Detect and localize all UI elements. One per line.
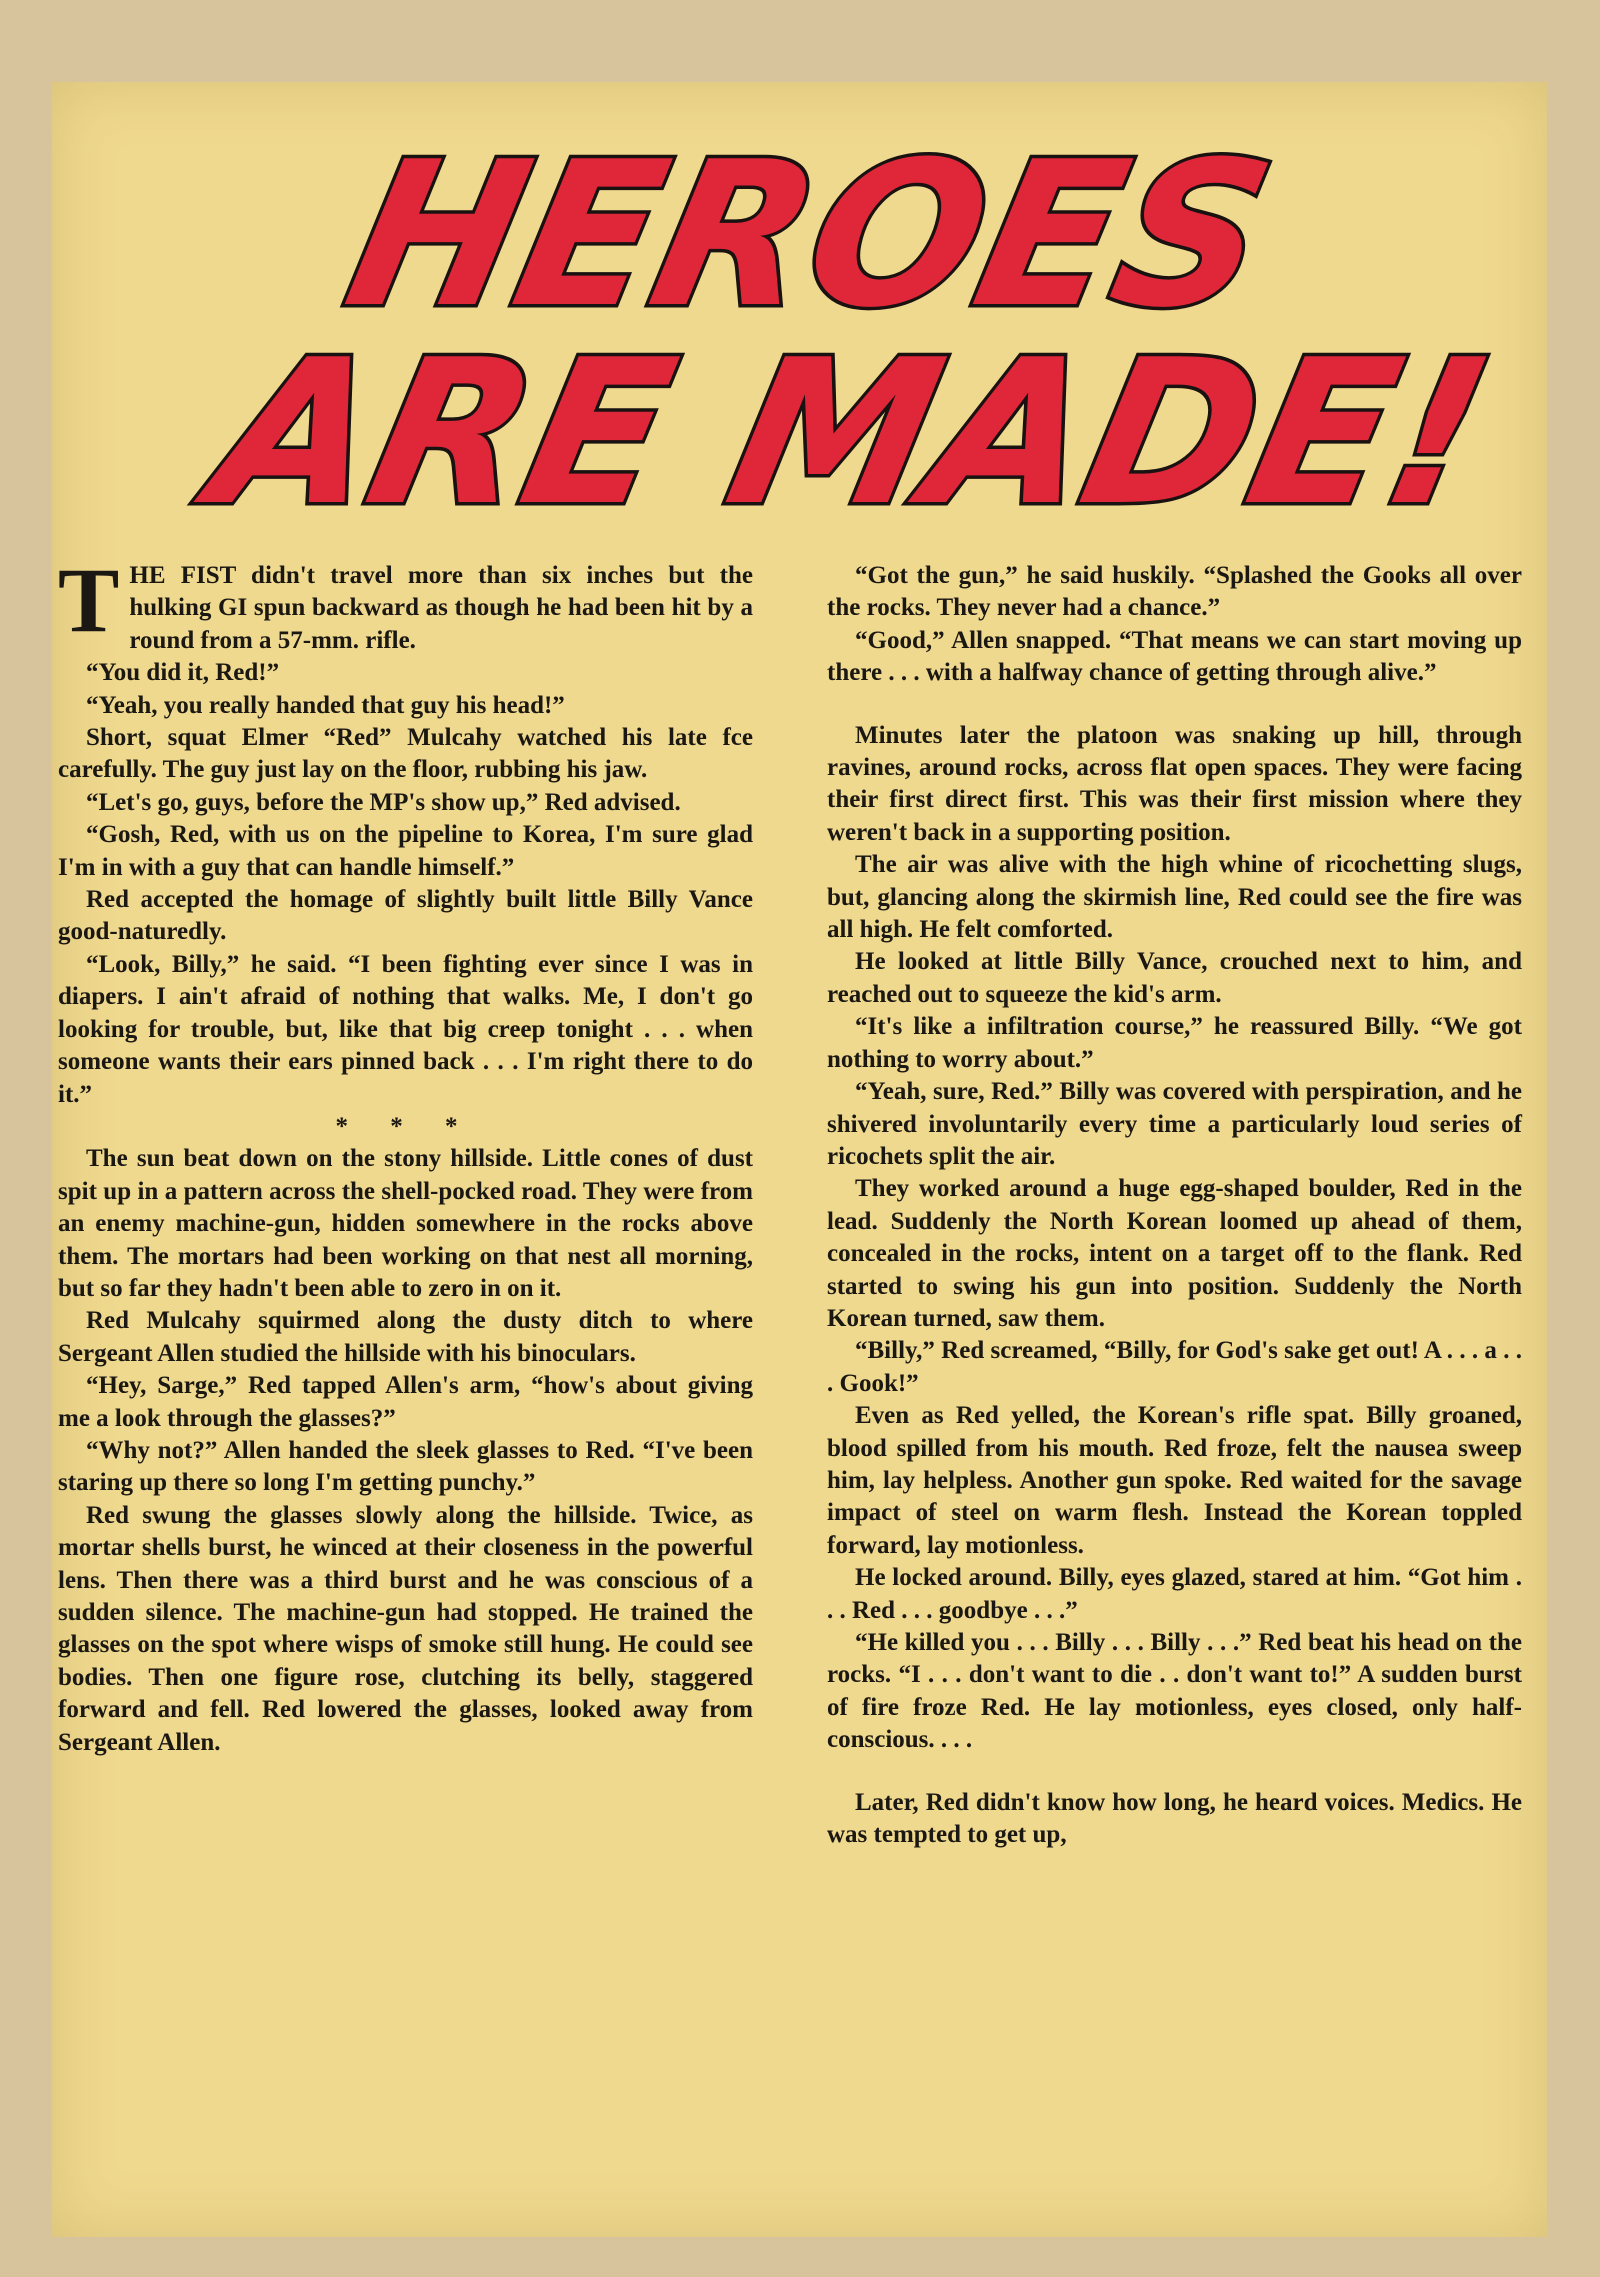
story-paragraph (58, 1500, 753, 1759)
story-paragraph (58, 549, 753, 657)
paragraph-text: “Hey, Sarge,” Red tapped Allen's arm, “how's about giving me a look through the glasses?” (58, 1372, 753, 1432)
paragraph-text: Minutes later the platoon was snaking up hill, through ravines, around rocks, across flat open spaces. They were facing their first direct first. This was their first mission where they weren't back in a supporting position. (827, 721, 1522, 846)
paragraph-text: “He killed you . . . Billy . . . Billy . . .” Red beat his head on the rocks. “I . . . don't want to die . . don't want to!” A sudden burst of fire froze Red. He lay motionless, eyes closed, only half-conscious. . . . (827, 1629, 1522, 1754)
paragraph-text: He looked at little Billy Vance, crouched next to him, and reached out to squeeze the kid's arm. (827, 948, 1522, 1008)
story-paragraph (827, 946, 1522, 1011)
paragraph-text: He locked around. Billy, eyes glazed, stared at him. “Got him . . . Red . . . goodbye . . .” (827, 1564, 1522, 1624)
story-paragraph (827, 1011, 1522, 1076)
story-paragraph (58, 787, 753, 819)
paragraph-text: Short, squat Elmer “Red” Mulcahy watched his late fce carefully. The guy just lay on the floor, rubbing his jaw. (58, 724, 753, 784)
paragraph-text: “Yeah, you really handed that guy his head!” (86, 691, 565, 719)
paragraph-text: Red Mulcahy squirmed along the dusty ditch to where Sergeant Allen studied the hillside with his binoculars. (58, 1307, 753, 1367)
story-paragraph (58, 1435, 753, 1500)
story-paragraph (58, 722, 753, 787)
story-paragraph (58, 884, 753, 949)
paragraph-text: The air was alive with the high whine of ricochetting slugs, but, glancing along the skirmish line, Red could see the fire was all high. He felt comforted. (827, 851, 1522, 944)
story-title (52, 82, 1547, 562)
paragraph-text: Even as Red yelled, the Korean's rifle spat. Billy groaned, blood spilled from his mouth. Red froze, felt the nausea sweep him, lay helpless. Another gun spoke. Red waited for the savage impact of steel on warm flesh. Instead the Korean toppled forward, lay motionless. (827, 1402, 1522, 1559)
story-page (52, 82, 1547, 2237)
story-paragraph (827, 849, 1522, 946)
story-paragraph (58, 690, 753, 722)
story-paragraph (58, 819, 753, 884)
paragraph-text: “Look, Billy,” he said. “I been fighting ever since I was in diapers. I ain't afraid of nothing that walks. Me, I don't go looking for trouble, but, like that big creep tonight . . . when someone wants their ears pinned back . . . I'm right there to do it.” (58, 950, 753, 1108)
title-line-1: HEROES (330, 118, 1289, 352)
story-column-right (827, 560, 1522, 1851)
story-paragraph (827, 1076, 1522, 1173)
paragraph-text: Later, Red didn't know how long, he heard voices. Medics. He was tempted to get up, (827, 1788, 1522, 1849)
title-lettering (52, 82, 1547, 562)
drop-cap-letter: T (58, 549, 120, 651)
story-column-left (58, 549, 753, 1759)
paragraph-text: “You did it, Red!” (86, 659, 280, 687)
paragraph-text: Red swung the glasses slowly along the hillside. Twice, as mortar shells burst, he winced at their closeness in the powerful lens. Then there was a third burst and he was conscious of a sudden silence. The machine-gun had stopped. He trained the glasses on the spot where wisps of smoke still hung. He could see bodies. Then one figure rose, clutching its belly, staggered forward and fell. Red lowered the glasses, looked away from Sergeant Allen. (58, 1501, 753, 1756)
paragraph-text: “Yeah, sure, Red.” Billy was covered with perspiration, and he shivered involuntarily every time a particularly loud series of ricochets split the air. (827, 1078, 1522, 1170)
paragraph-text: The sun beat down on the stony hillside. Little cones of dust spit up in a pattern across the shell-pocked road. They were from an enemy machine-gun, hidden somewhere in the rocks above them. The mortars had been working on that nest all morning, but so far they hadn't been able to zero in on it. (58, 1145, 753, 1302)
title-line-2: ARE MADE! (196, 316, 1509, 550)
section-break: * * * (335, 1112, 476, 1140)
paragraph-text: HE FIST didn't travel more than six inches but the hulking GI spun backward as though he had been hit by a round from a 57-mm. rifle. (129, 562, 753, 654)
paragraph-text: “Why not?” Allen handed the sleek glasses to Red. “I've been staring up there so long I'm getting punchy.” (58, 1436, 753, 1497)
paragraph-text: “Good,” Allen snapped. “That means we can start moving up there . . . with a halfway chance of getting through alive.” (827, 626, 1522, 687)
story-paragraph (827, 1173, 1522, 1335)
story-paragraph (827, 1627, 1522, 1757)
story-paragraph (827, 1335, 1522, 1400)
story-paragraph (827, 1562, 1522, 1627)
story-paragraph (58, 657, 753, 689)
story-paragraph (827, 560, 1522, 625)
paragraph-text: “Got the gun,” he said huskily. “Splashed the Gooks all over the rocks. They never had a chance.” (827, 562, 1522, 622)
story-paragraph (58, 949, 753, 1111)
story-paragraph (827, 625, 1522, 690)
paragraph-text: “Let's go, guys, before the MP's show up,” Red advised. (86, 788, 681, 816)
story-paragraph (827, 1400, 1522, 1562)
story-paragraph (827, 720, 1522, 850)
paragraph-text: “Gosh, Red, with us on the pipeline to Korea, I'm sure glad I'm in with a guy that can handle himself.” (58, 821, 753, 881)
paragraph-text: “It's like a infiltration course,” he reassured Billy. “We got nothing to worry about.” (827, 1013, 1522, 1073)
paragraph-text: “Billy,” Red screamed, “Billy, for God's sake get out! A . . . a . . . Gook!” (827, 1337, 1522, 1397)
story-paragraph (58, 1305, 753, 1370)
story-paragraph (827, 1787, 1522, 1852)
story-paragraph (58, 1370, 753, 1435)
paragraph-text: They worked around a huge egg-shaped boulder, Red in the lead. Suddenly the North Korean loomed up ahead of them, concealed in the rocks, intent on a target off to the flank. Red started to swing his gun into position. Suddenly the North Korean turned, saw them. (827, 1175, 1522, 1332)
paragraph-text: Red accepted the homage of slightly built little Billy Vance good-naturedly. (58, 886, 753, 946)
story-paragraph (58, 1143, 753, 1305)
